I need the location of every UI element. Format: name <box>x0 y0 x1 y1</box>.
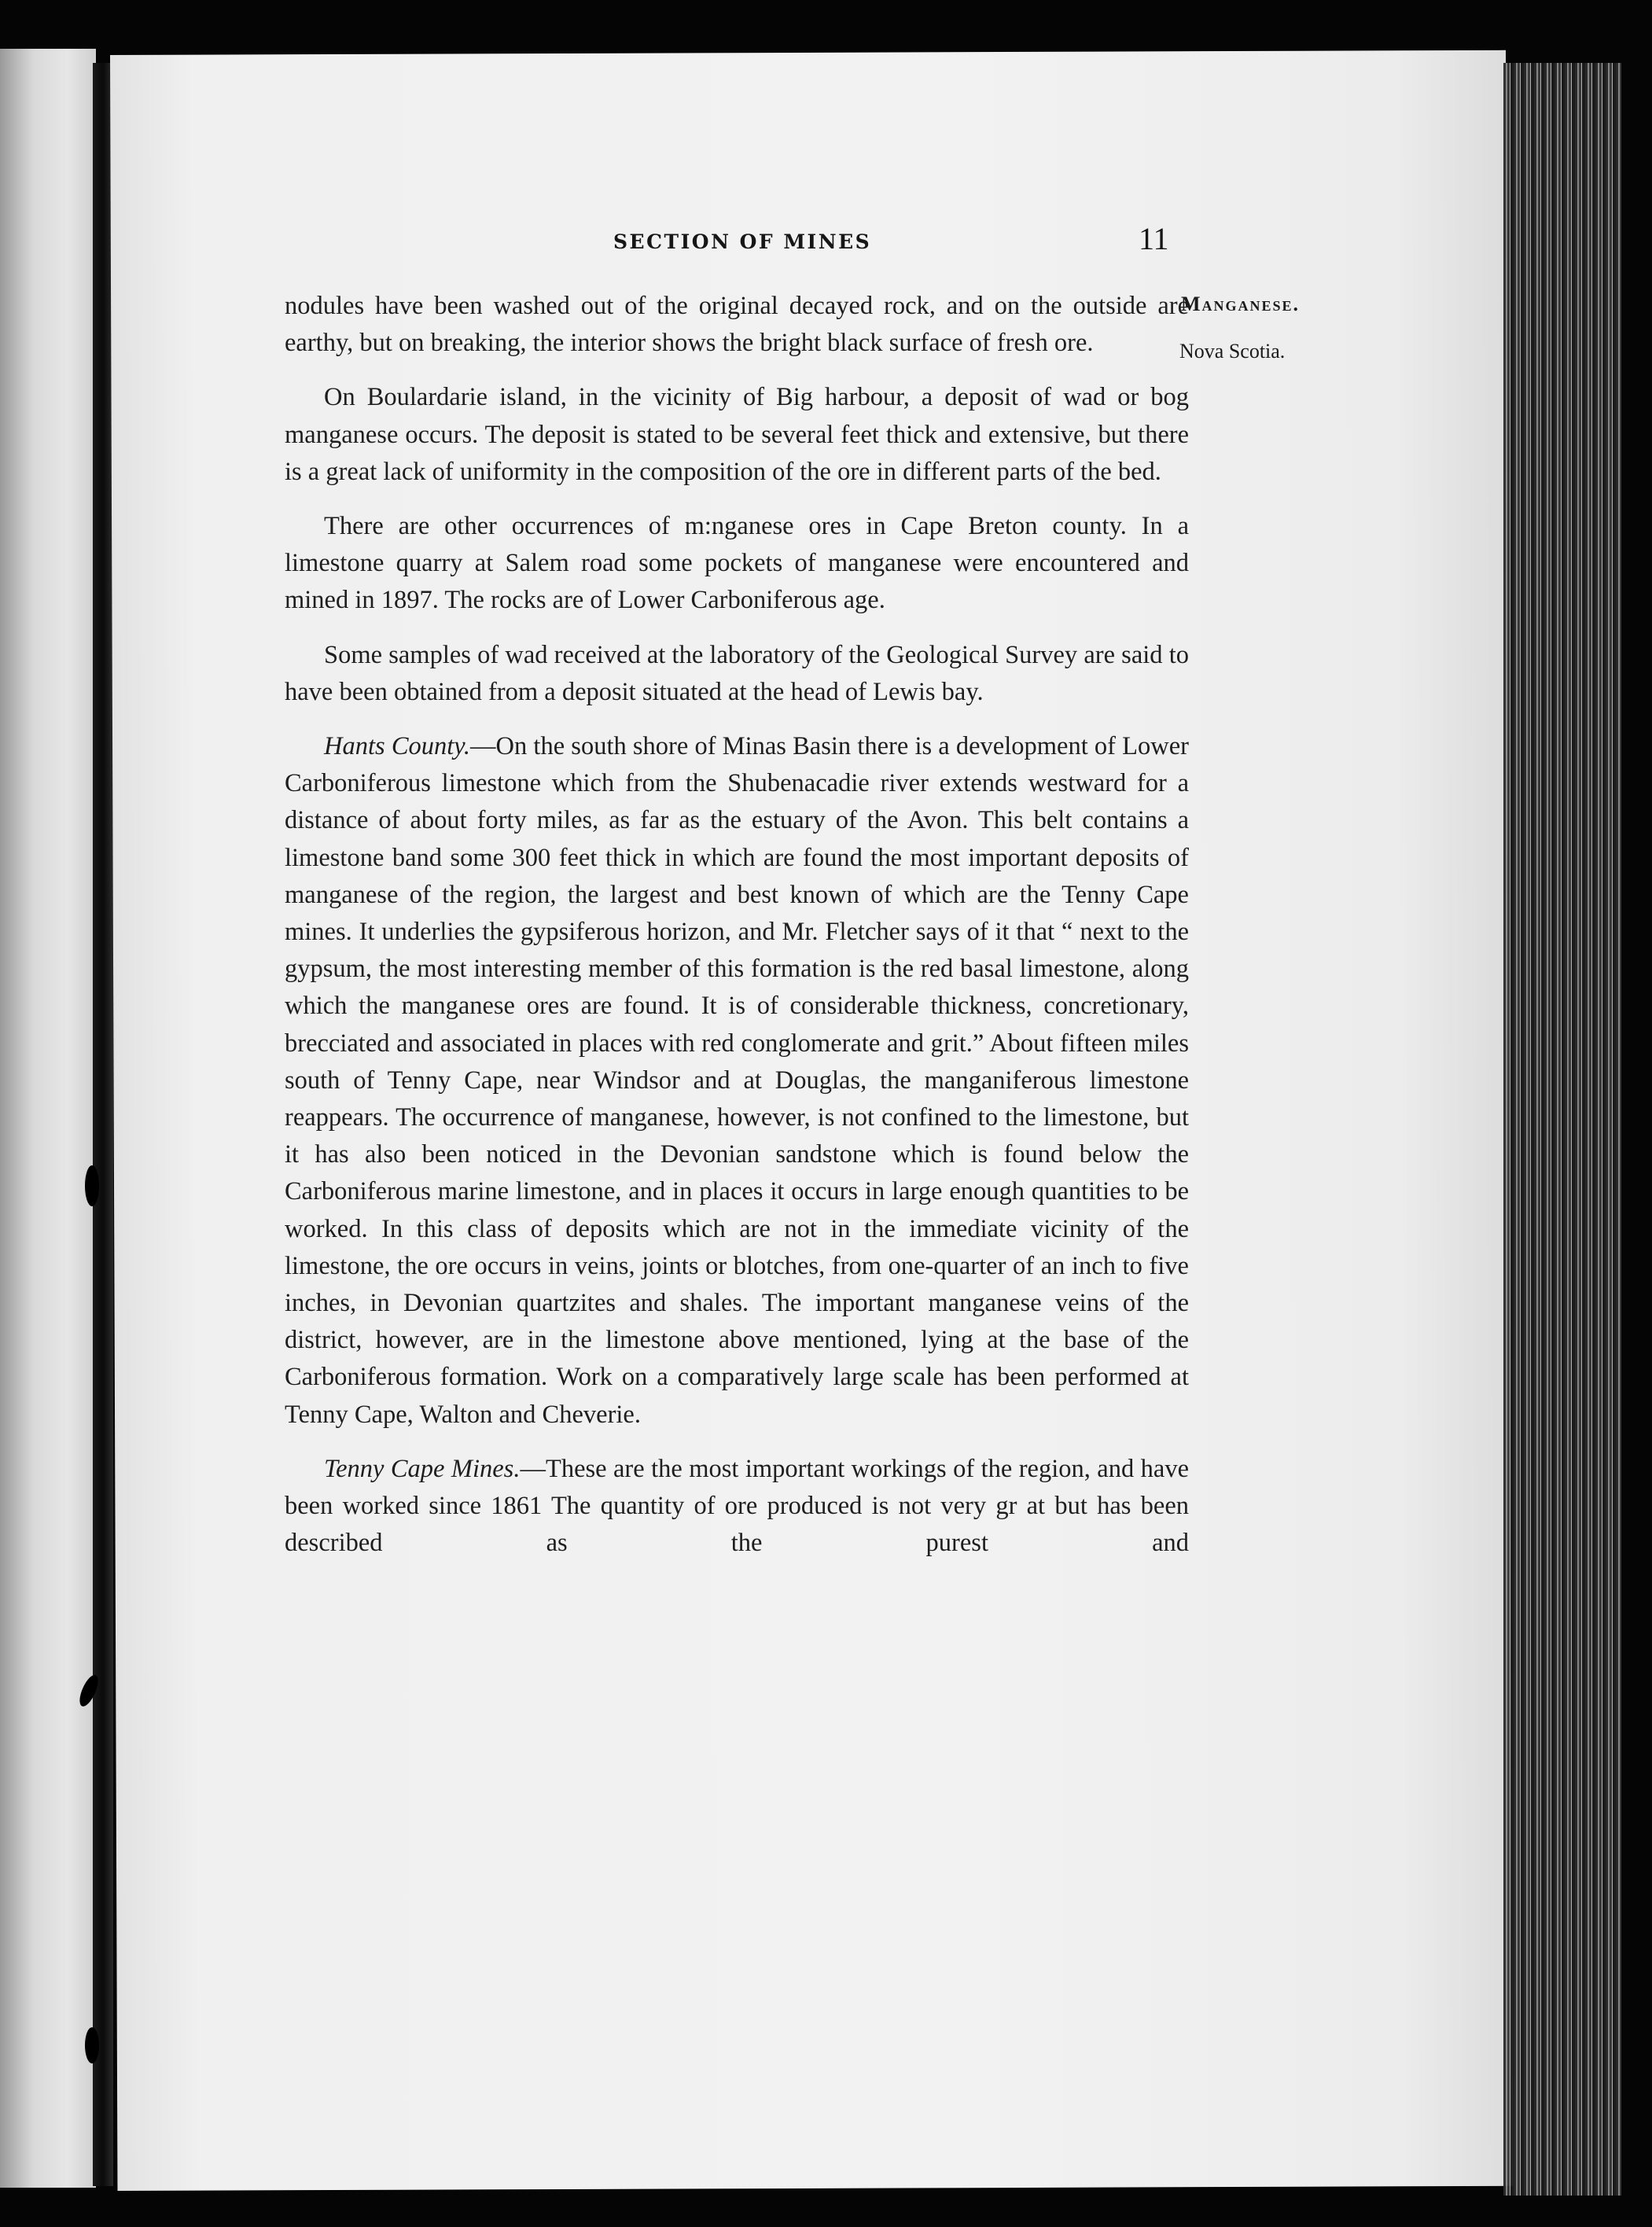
paragraph-text: —These are the most important workings of the region, and have been worked since 1861 The quantity of ore produced is not very gr at but has been described as the purest and <box>285 1454 1189 1558</box>
running-head: SECTION OF MINES <box>613 230 872 253</box>
page-number: 11 <box>1139 221 1169 256</box>
book-gutter <box>93 63 113 2186</box>
paragraph-text: —On the south shore of Minas Basin there is a development of Lower Carboniferous limestone which from the Shubenacadie river extends westward for a distance of about forty miles, as far as the estuary of the Avon. This belt contains a limestone band some 300 feet thick in which are found the most important deposits of manganese of the region, the largest and best known of which are the Tenny Cape mines. It underlies the gypsiferous horizon, and Mr. Fletcher says of it that “ next to the gypsum, the most interesting member of this formation is the red basal limestone, along which the manganese ores are found. It is of considerable thickness, concretionary, brecciated and associated in places with red conglomerate and grit.” About fifteen miles south of Tenny Cape, near Windsor and at Douglas, the manganiferous limestone reappears. The occurrence of manganese, however, is not confined to the limestone, but it has also been noticed in the Devonian sandstone which is found below the Carboniferous marine limestone, and in places it occurs in large enough quantities to be worked. In this class of deposits which are not in the immediate vicinity of the limestone, the ore occurs in veins, joints or blotches, from one-quarter of an inch to five inches, in Devonian quartzites and shales. The important manganese veins of the district, however, are in the limestone above mentioned, lying at the base of the Carboniferous formation. Work on a comparatively large scale has been performed at Tenny Cape, Walton and Cheverie. <box>285 732 1189 1429</box>
sidenote-region: Nova Scotia. <box>1179 340 1286 363</box>
paragraph <box>285 728 1189 1434</box>
page-block-edges <box>1503 63 1621 2196</box>
paragraph-text: Some samples of wad received at the laboratory of the Geological Survey are said to have been obtained from a deposit situated at the head of Lewis bay. <box>285 640 1189 706</box>
paragraph <box>285 1451 1189 1563</box>
paragraph <box>285 379 1189 491</box>
gutter-mark <box>85 1165 99 1206</box>
facing-page-edge <box>0 49 96 2188</box>
body-text <box>285 288 1189 1580</box>
sidenote-topic: Manganese. <box>1181 293 1301 315</box>
section-heading: Tenny Cape Mines. <box>324 1454 521 1483</box>
section-heading: Hants County. <box>324 732 471 761</box>
paragraph <box>285 508 1189 620</box>
gutter-mark <box>85 2027 99 2063</box>
paragraph <box>285 288 1189 362</box>
paragraph <box>285 637 1189 711</box>
paragraph-text: nodules have been washed out of the original decayed rock, and on the outside are earthy, but on breaking, the interior shows the bright black surface of fresh ore. <box>285 292 1189 358</box>
paragraph-text: There are other occurrences of m:nganese ores in Cape Breton county. In a limestone quarry at Salem road some pockets of manganese were encountered and mined in 1897. The rocks are of Lower Carboniferous age. <box>285 512 1189 615</box>
paragraph-text: On Boulardarie island, in the vicinity of Big harbour, a deposit of wad or bog manganese occurs. The deposit is stated to be several feet thick and extensive, but there is a great lack of uniformity in the composition of the ore in different parts of the bed. <box>285 383 1189 486</box>
